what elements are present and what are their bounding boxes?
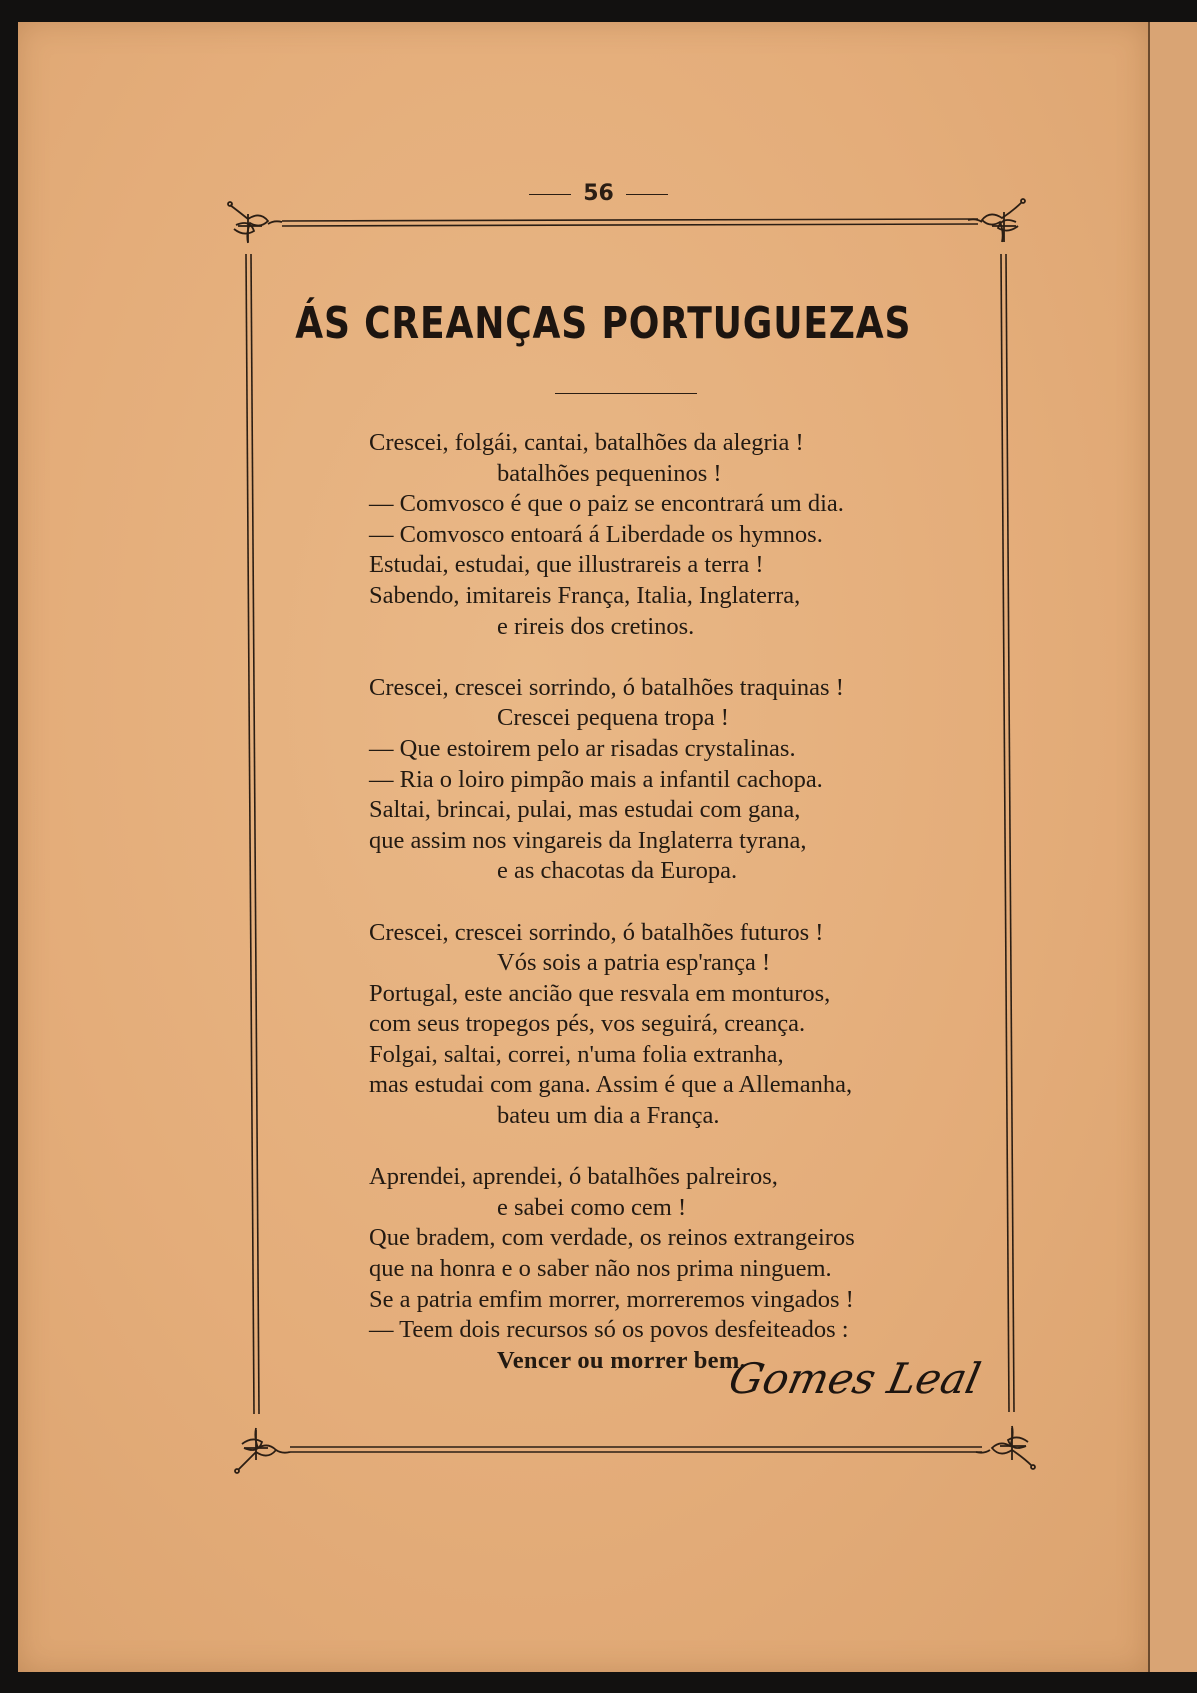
poem-body xyxy=(369,428,949,1407)
poem-line: Folgai, saltai, correi, n'uma folia extranha, xyxy=(369,1040,784,1068)
corner-ornament-bottom-right xyxy=(976,1426,1035,1469)
poem-line: Crescei pequena tropa ! xyxy=(497,704,729,732)
poem-final-line: Vencer ou morrer bem. xyxy=(497,1346,746,1374)
poem-line: — Teem dois recursos só os povos desfeiteados : xyxy=(369,1316,849,1344)
poem-line: Portugal, este ancião que resvala em monturos, xyxy=(369,979,831,1007)
stanza-3 xyxy=(369,918,949,1132)
poem-line: bateu um dia a França. xyxy=(497,1102,720,1130)
author-signature: Gomes Leal xyxy=(724,1354,985,1403)
poem-line: Aprendei, aprendei, ó batalhões palreiros, xyxy=(369,1163,778,1191)
poem-line: — Comvosco entoará á Liberdade os hymnos. xyxy=(369,520,823,548)
poem-line: Saltai, brincai, pulai, mas estudai com gana, xyxy=(369,796,801,824)
poem-line: Crescei, crescei sorrindo, ó batalhões futuros ! xyxy=(369,918,824,946)
poem-line: com seus tropegos pés, vos seguirá, creança. xyxy=(369,1010,806,1038)
stanza-4 xyxy=(369,1162,949,1376)
stanza-1 xyxy=(369,428,949,642)
poem-line: Que bradem, com verdade, os reinos extrangeiros xyxy=(369,1224,855,1252)
poem-line: que na honra e o saber não nos prima ninguem. xyxy=(369,1255,832,1283)
title-divider xyxy=(555,393,697,394)
poem-line: e sabei como cem ! xyxy=(497,1193,687,1221)
poem-line: — Comvosco é que o paiz se encontrará um dia. xyxy=(369,490,844,518)
page-number-value: 56 xyxy=(583,181,614,206)
poem-line: Sabendo, imitareis França, Italia, Inglaterra, xyxy=(369,581,801,609)
poem-title: ÁS CREANÇAS PORTUGUEZAS xyxy=(295,298,912,349)
stanza-2 xyxy=(369,673,949,887)
poem-line: Se a patria emfim morrer, morreremos vingados ! xyxy=(369,1285,854,1313)
poem-line: batalhões pequeninos ! xyxy=(497,459,722,487)
corner-ornament-top-left xyxy=(228,202,282,243)
corner-ornament-top-right xyxy=(968,199,1025,242)
corner-ornament-bottom-left xyxy=(235,1428,290,1473)
poem-line: Vós sois a patria esp'rança ! xyxy=(497,949,771,977)
poem-line: e as chacotas da Europa. xyxy=(497,857,738,885)
poem-line: — Ria o loiro pimpão mais a infantil cachopa. xyxy=(369,765,823,793)
poem-line: que assim nos vingareis da Inglaterra tyrana, xyxy=(369,826,807,854)
poem-line: Crescei, crescei sorrindo, ó batalhões traquinas ! xyxy=(369,673,844,701)
poem-line: Crescei, folgái, cantai, batalhões da alegria ! xyxy=(369,429,804,456)
poem-line: mas estudai com gana. Assim é que a Allemanha, xyxy=(369,1071,853,1099)
poem-line: Estudai, estudai, que illustrareis a terra ! xyxy=(369,551,764,579)
poem-line: — Que estoirem pelo ar risadas crystalinas. xyxy=(369,734,796,762)
poem-line: e rireis dos cretinos. xyxy=(497,612,695,640)
